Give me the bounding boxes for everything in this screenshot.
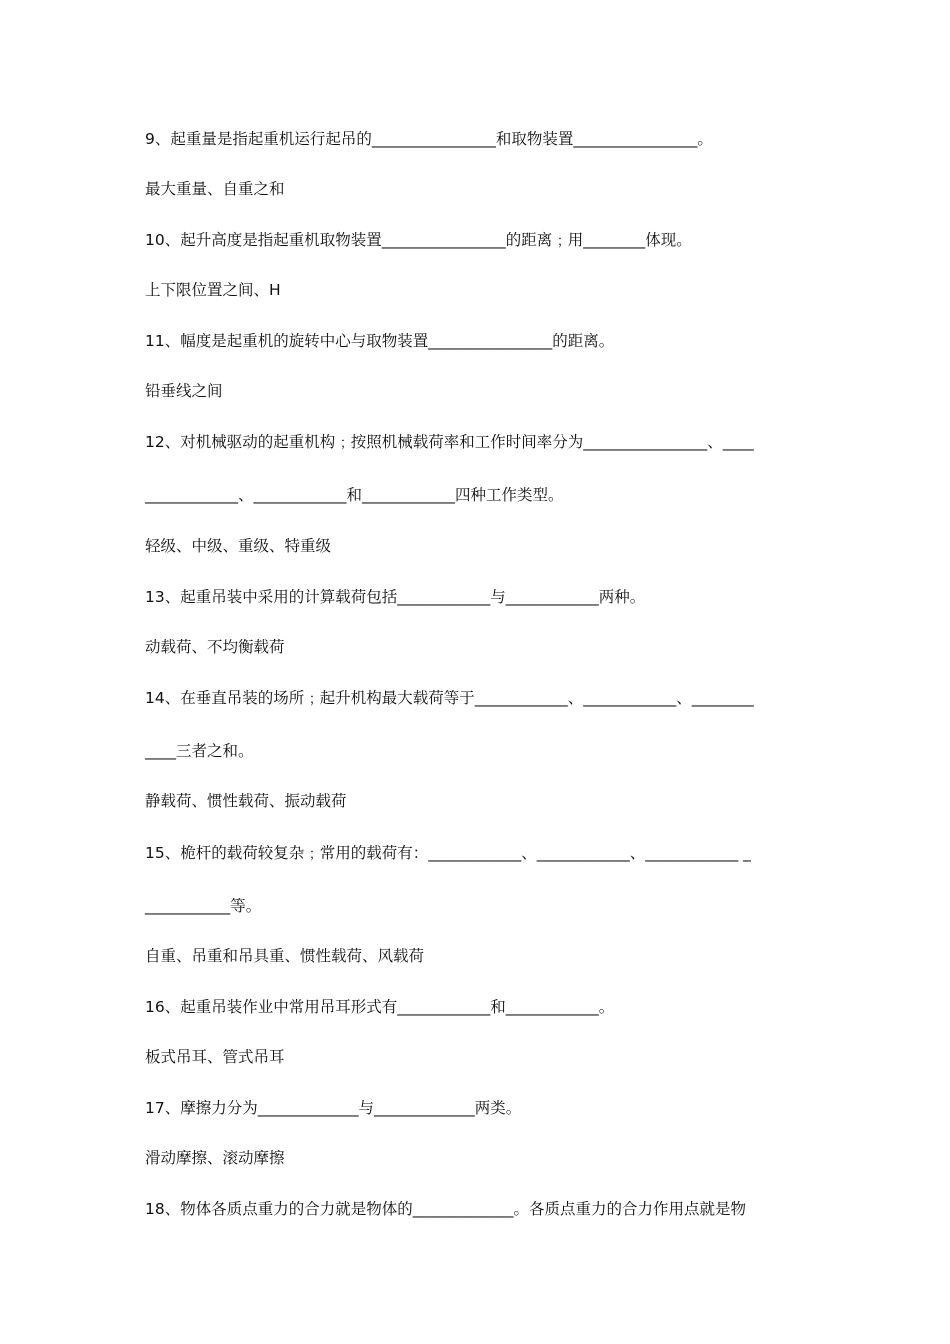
answer-17: 滑动摩擦、滚动摩擦	[145, 1149, 285, 1167]
answer-14: 静载荷、惯性载荷、振动载荷	[145, 792, 347, 810]
question-14-line-1: 14、在垂直吊装的场所﹔起升机构最大载荷等于____________、____________、________	[145, 689, 754, 707]
question-18: 18、物体各质点重力的合力就是物体的_____________。各质点重力的合力作用点就是物	[145, 1200, 746, 1218]
question-10: 10、起升高度是指起重机取物装置________________的距离﹔用________体现。	[145, 231, 692, 249]
answer-13: 动载荷、不均衡载荷	[145, 638, 285, 656]
question-11: 11、幅度是起重机的旋转中心与取物装置________________的距离。	[145, 332, 615, 350]
question-14-line-2: ____三者之和。	[145, 742, 254, 760]
question-12-line-1: 12、对机械驱动的起重机构﹔按照机械载荷率和工作时间率分为________________、____	[145, 433, 754, 451]
answer-16: 板式吊耳、管式吊耳	[145, 1048, 285, 1066]
question-16: 16、起重吊装作业中常用吊耳形式有____________和____________。	[145, 998, 615, 1016]
question-9: 9、起重量是指起重机运行起吊的________________和取物装置________________。	[145, 130, 713, 148]
answer-11: 铅垂线之间	[145, 382, 223, 400]
answer-9: 最大重量、自重之和	[145, 180, 285, 198]
question-13: 13、起重吊装中采用的计算载荷包括____________与____________两种。	[145, 588, 646, 606]
answer-15: 自重、吊重和吊具重、惯性载荷、风载荷	[145, 947, 425, 965]
answer-12: 轻级、中级、重级、特重级	[145, 537, 332, 555]
question-12-line-2: ____________、____________和____________四种工作类型。	[145, 486, 564, 504]
question-15-line-2: ___________等。	[145, 897, 262, 915]
question-15-line-1: 15、桅杆的载荷较复杂﹔常用的载荷有：____________、____________、____________ _	[145, 844, 751, 862]
answer-10: 上下限位置之间、H	[145, 281, 281, 299]
question-17: 17、摩擦力分为_____________与_____________两类。	[145, 1099, 522, 1117]
